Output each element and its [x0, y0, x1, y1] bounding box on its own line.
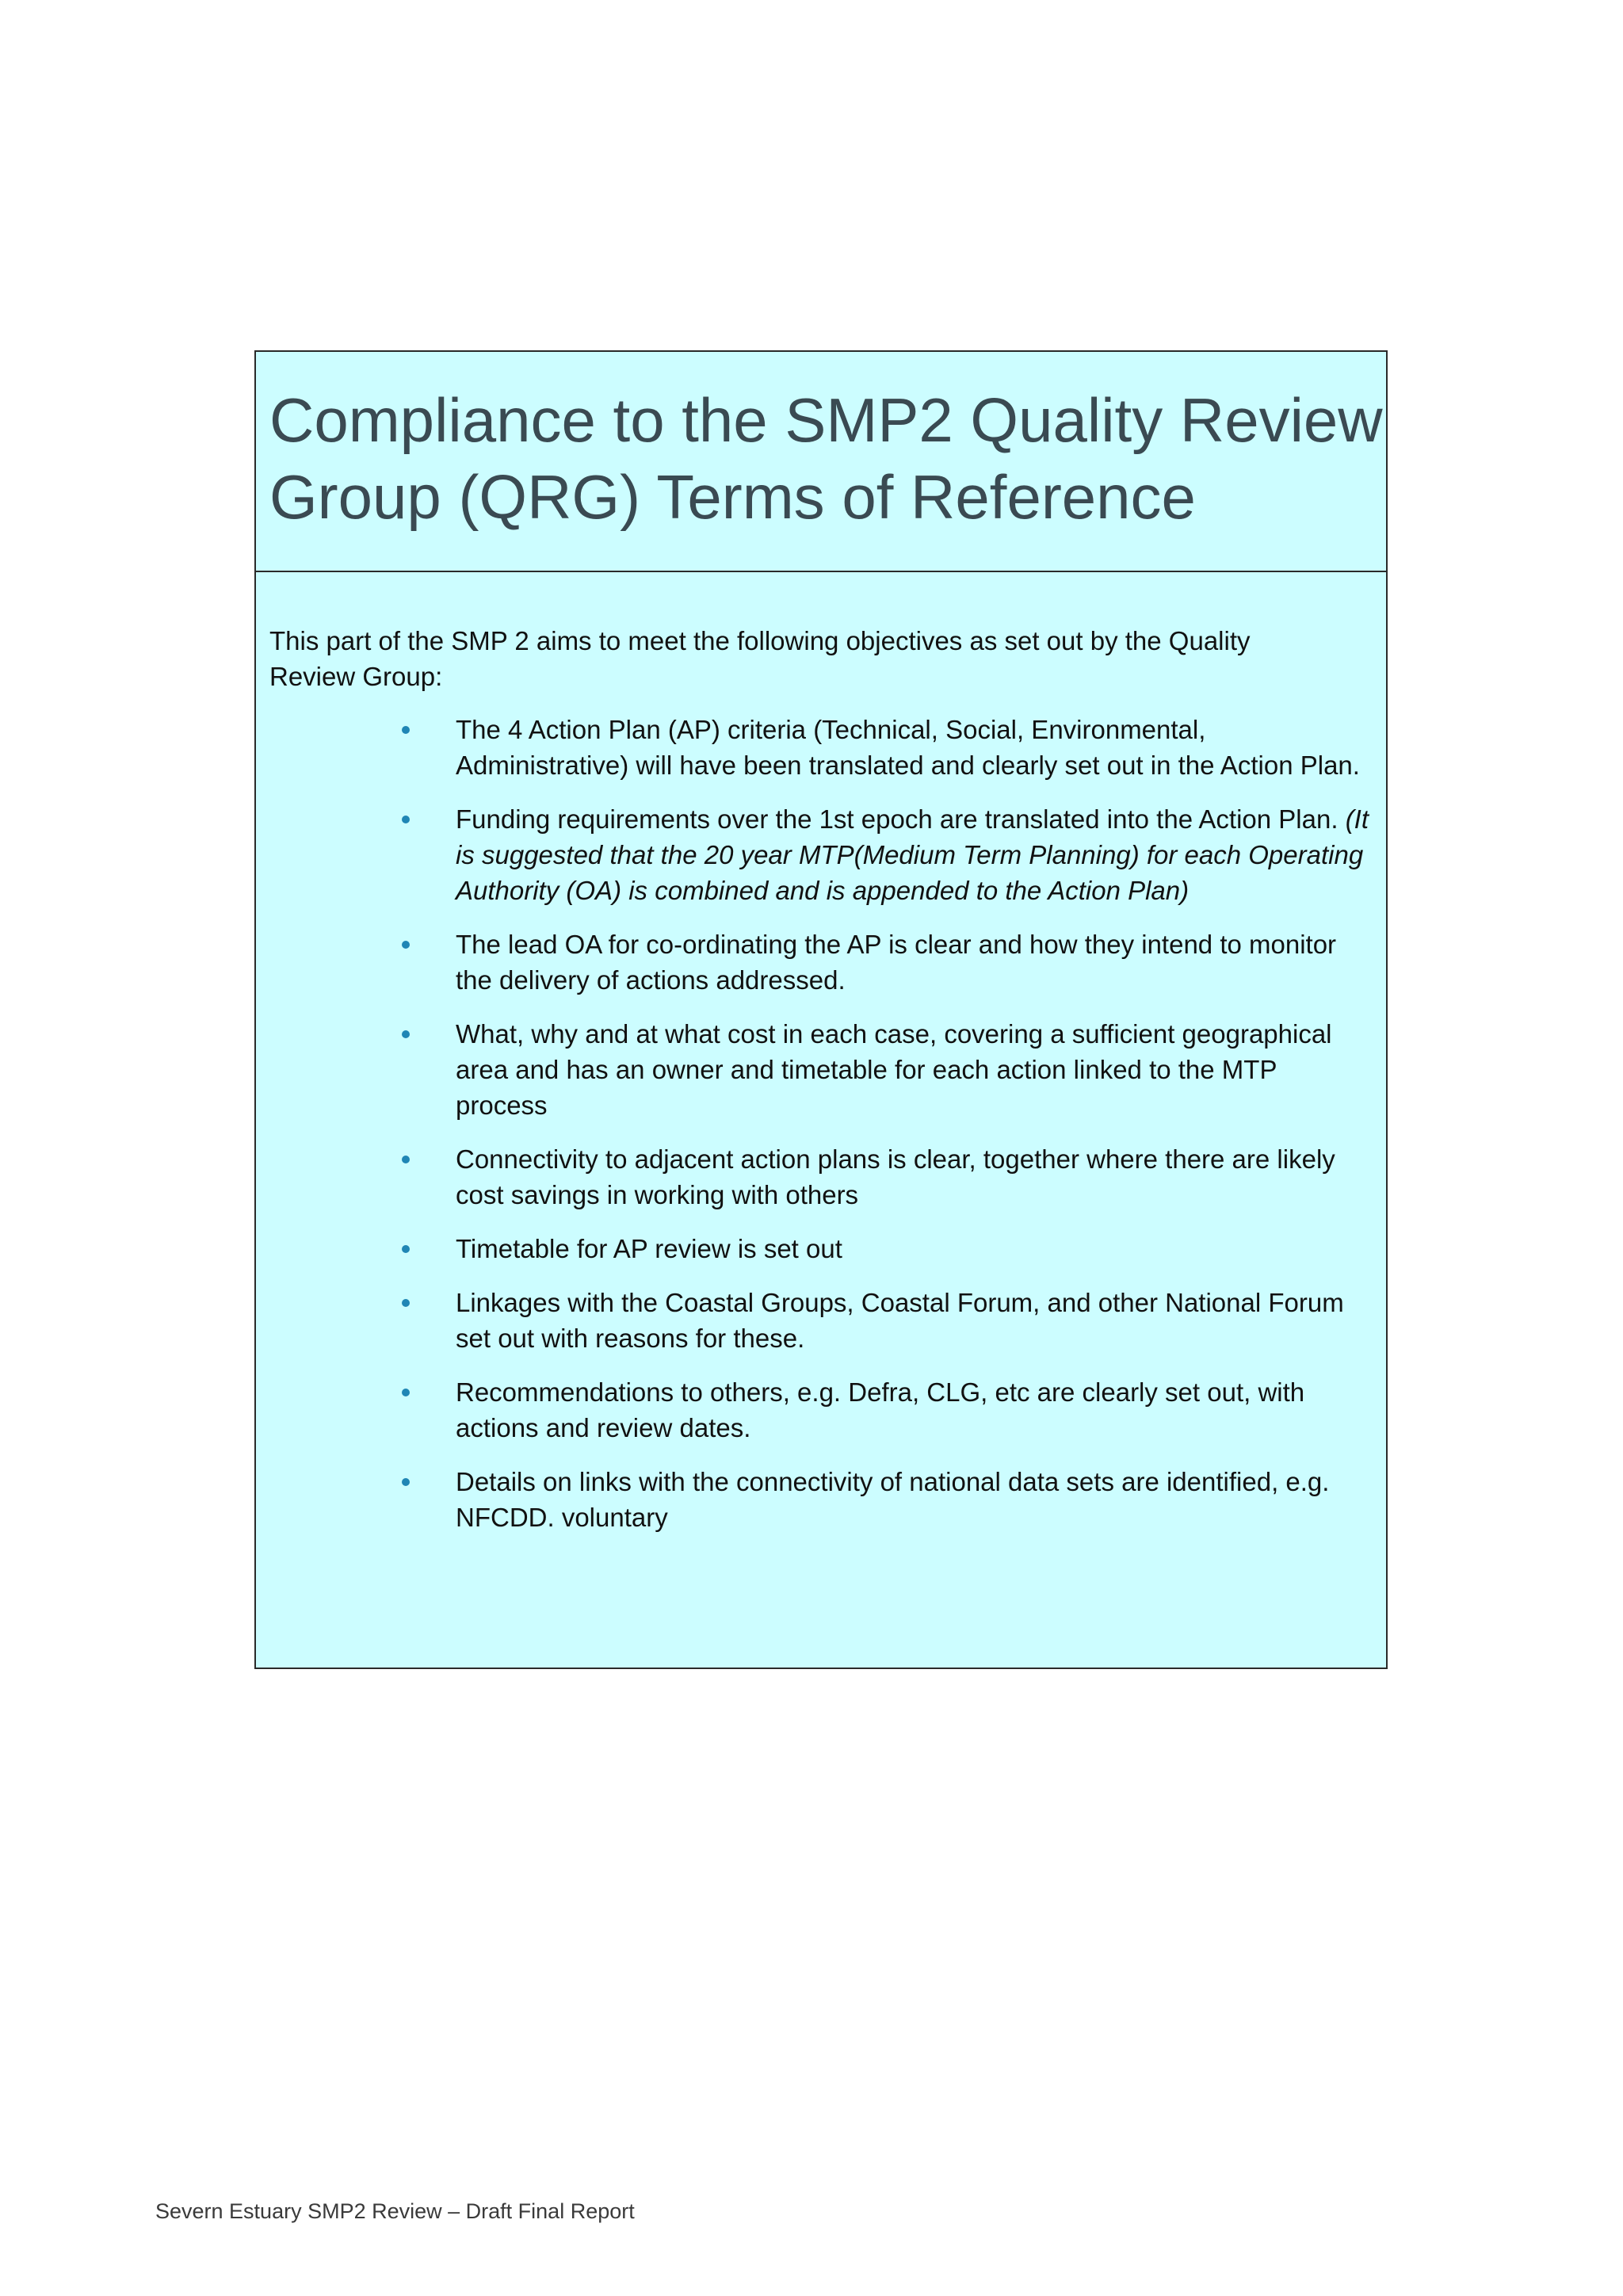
qrg-compliance-box: [254, 350, 1388, 1669]
objective-item-1: [269, 712, 1371, 783]
objective-text: Timetable for AP review is set out: [456, 1234, 842, 1263]
objective-text: The lead OA for co-ordinating the AP is clear and how they intend to monitor the delivery of actions addressed.: [456, 930, 1337, 995]
objective-text: What, why and at what cost in each case, covering a sufficient geographical area and has an owner and timetable for each action linked to the MTP process: [456, 1019, 1332, 1120]
page-title-line-2: Group (QRG) Terms of Reference: [269, 462, 1196, 532]
bullet-icon: [402, 1156, 410, 1163]
objective-text: Details on links with the connectivity of national data sets are identified, e.g. NFCDD. voluntary: [456, 1467, 1330, 1532]
page-title-line-1: Compliance to the SMP2 Quality Review: [269, 385, 1383, 455]
bullet-icon: [402, 726, 410, 734]
bullet-icon: [402, 1299, 410, 1307]
objective-item-5: [269, 1141, 1371, 1213]
objectives-list: [269, 712, 1373, 1535]
bullet-icon: [402, 816, 410, 823]
objective-text: Linkages with the Coastal Groups, Coastal Forum, and other National Forum set out with reasons for these.: [456, 1288, 1344, 1353]
title-area: [256, 352, 1386, 572]
bullet-icon: [402, 941, 410, 949]
objective-item-9: [269, 1464, 1371, 1535]
bullet-icon: [402, 1030, 410, 1038]
objective-item-8: [269, 1374, 1371, 1446]
objective-item-6: [269, 1231, 1371, 1266]
objective-item-2: [269, 801, 1371, 908]
objective-text: Funding requirements over the 1st epoch are translated into the Action Plan.: [456, 804, 1346, 834]
intro-paragraph: This part of the SMP 2 aims to meet the following objectives as set out by the Quality Review Group:: [269, 626, 1251, 691]
page-footer: Severn Estuary SMP2 Review – Draft Final Report: [155, 2199, 635, 2223]
objective-text: Recommendations to others, e.g. Defra, CLG, etc are clearly set out, with actions and review dates.: [456, 1377, 1305, 1442]
objective-item-7: [269, 1285, 1371, 1356]
objectives-section: [256, 572, 1386, 1535]
bullet-icon: [402, 1478, 410, 1486]
objective-text: Connectivity to adjacent action plans is clear, together where there are likely cost savings in working with others: [456, 1144, 1335, 1209]
objective-text: The 4 Action Plan (AP) criteria (Technical, Social, Environmental, Administrative) will have been translated and clearly set out in the Action Plan.: [456, 715, 1360, 780]
bullet-icon: [402, 1389, 410, 1396]
objective-note-italic: (It is suggested that the 20 year MTP(Medium Term Planning) for each Operating Authority (OA) is combined and is appended to the Action Plan): [456, 804, 1369, 905]
objective-item-3: [269, 926, 1371, 998]
objective-item-4: [269, 1016, 1371, 1123]
bullet-icon: [402, 1245, 410, 1253]
